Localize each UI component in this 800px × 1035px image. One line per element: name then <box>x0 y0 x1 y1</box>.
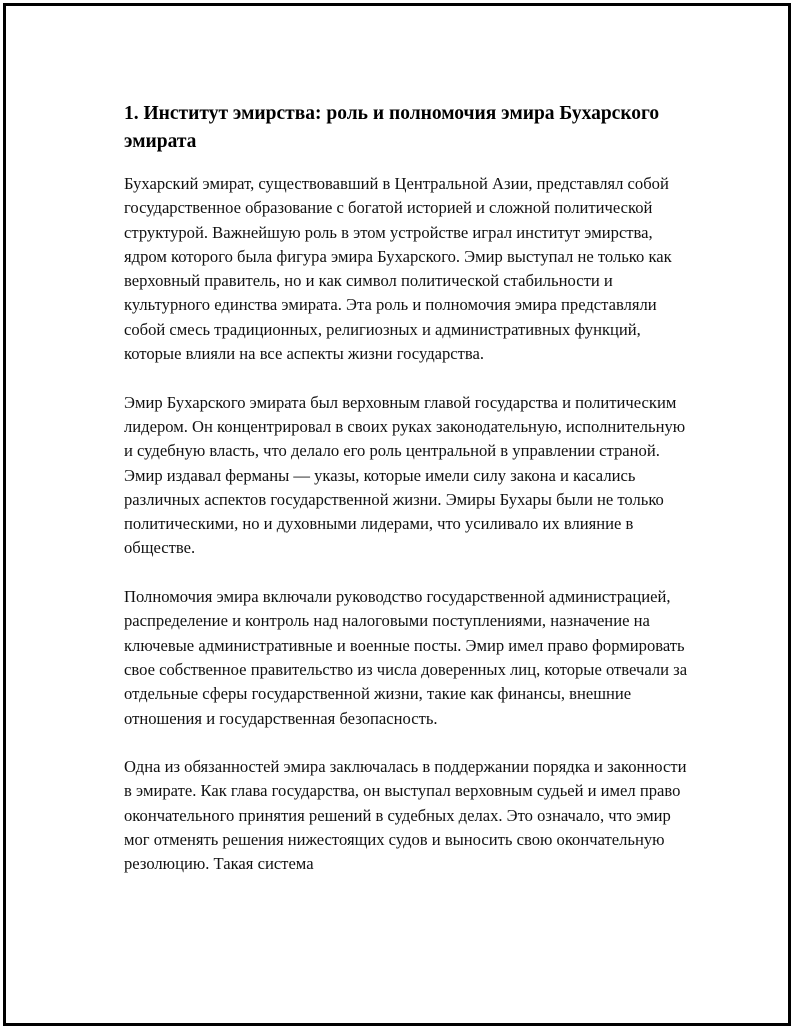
section-heading: 1. Институт эмирства: роль и полномочия эмира Бухарского эмирата <box>124 103 660 152</box>
paragraph-2: Эмир Бухарского эмирата был верховным главой государства и политическим лидером. Он концентрировал в своих руках законодательную, исполнительную и судебную власть, что делало его роль центральной в управлении страной. Эмир издавал ферманы — указы, которые имели силу закона и касались различных аспектов государственной жизни. Эмиры Бухары были не только политическими, но и духовными лидерами, что усиливало их влияние в обществе. <box>124 392 686 558</box>
page-frame <box>3 3 791 1026</box>
paragraph-4: Одна из обязанностей эмира заключалась в поддержании порядка и законности в эмирате. Как глава государства, он выступал верховным судьей и имел право окончательного принятия решений в судебных делах. Это означало, что эмир мог отменять решения нижестоящих судов и выносить свою окончательную резолюцию. Такая система <box>124 757 687 874</box>
paragraph-3: Полномочия эмира включали руководство государственной администрацией, распределение и контроль над налоговыми поступлениями, назначение на ключевые административные и военные посты. Эмир имел право формировать свое собственное правительство из числа доверенных лиц, которые отвечали за отдельные сферы государственной жизни, такие как финансы, внешние отношения и государственная безопасность. <box>124 587 688 728</box>
paragraph-1: Бухарский эмират, существовавший в Центральной Азии, представлял собой государственное образование с богатой историей и сложной политической структурой. Важнейшую роль в этом устройстве играл институт эмирства, ядром которого была фигура эмира Бухарского. Эмир выступал не только как верховный правитель, но и как символ политической стабильности и культурного единства эмирата. Эта роль и полномочия эмира представляли собой смесь традиционных, религиозных и административных функций, которые влияли на все аспекты жизни государства. <box>124 174 672 364</box>
document-body <box>124 100 694 877</box>
